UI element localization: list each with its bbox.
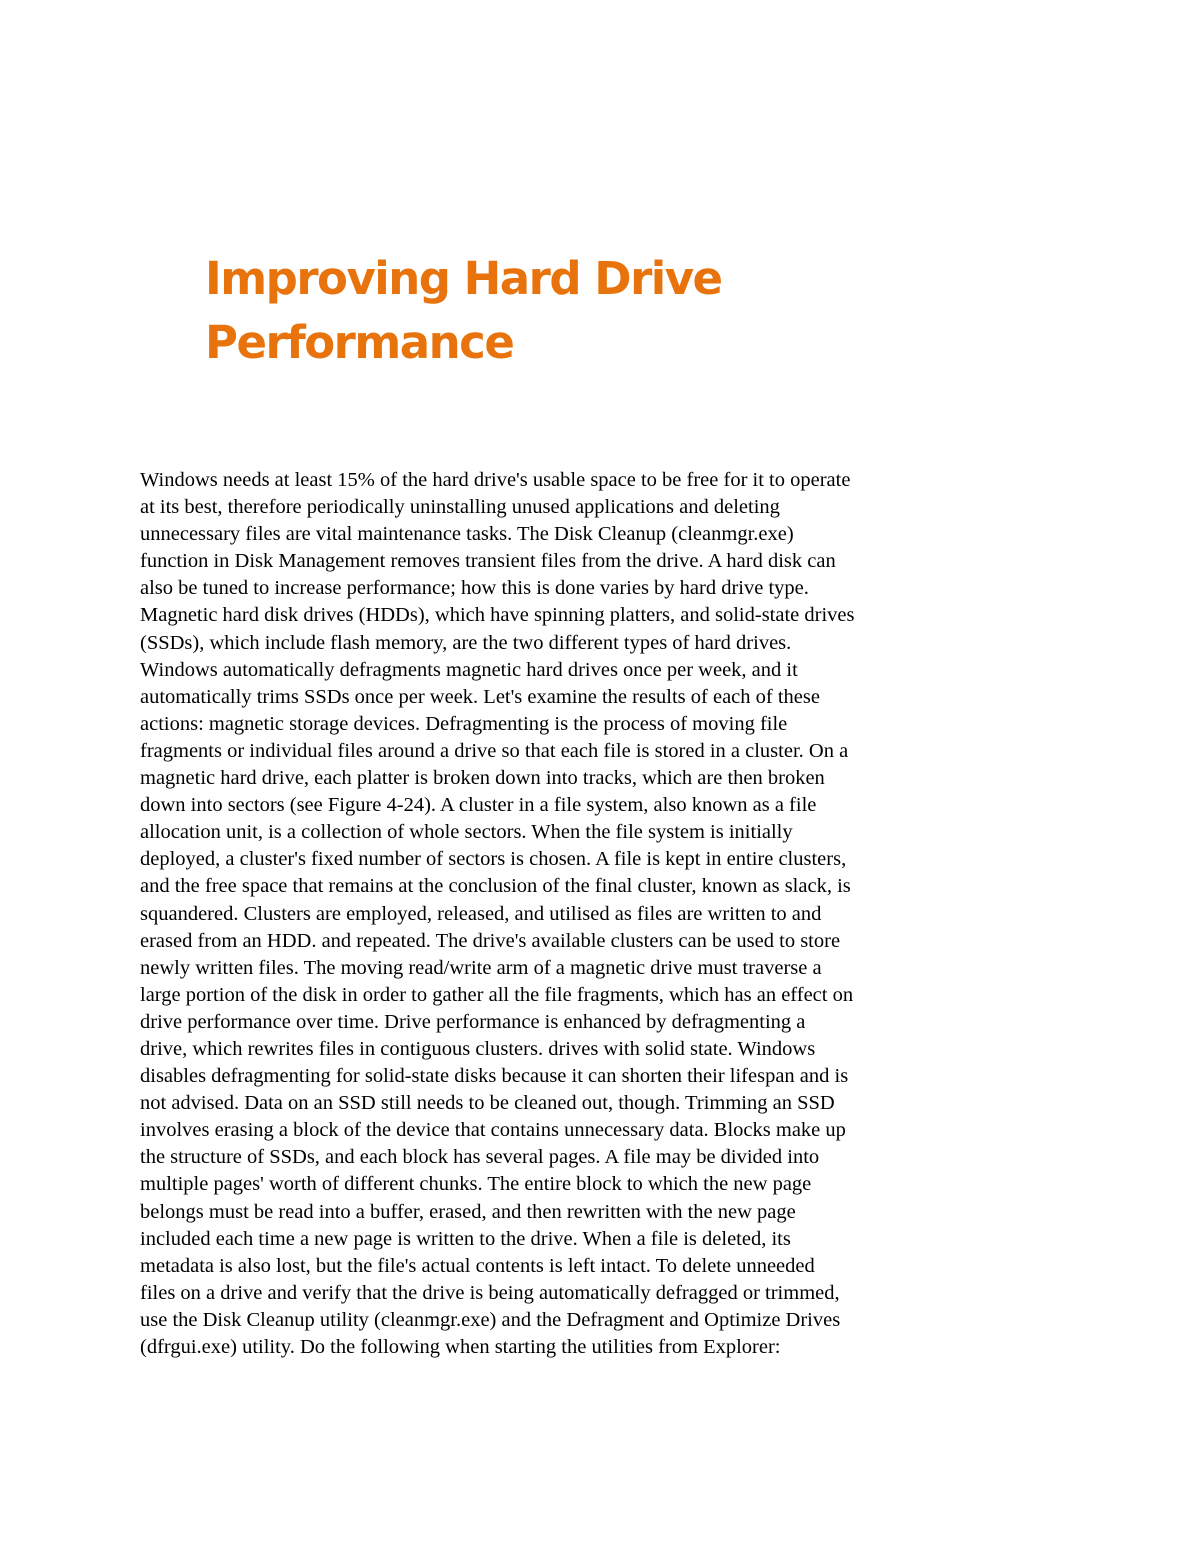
body-line: squandered. Clusters are employed, released, and utilised as files are written to and (140, 902, 822, 925)
body-line: allocation unit, is a collection of whole sectors. When the file system is initially (140, 821, 793, 844)
body-line: Magnetic hard disk drives (HDDs), which have spinning platters, and solid-state drives (140, 604, 855, 627)
body-line: also be tuned to increase performance; how this is done varies by hard drive type. (140, 577, 809, 600)
body-line: large portion of the disk in order to gather all the file fragments, which has an effect on (140, 983, 854, 1006)
body-line: deployed, a cluster's fixed number of sectors is chosen. A file is kept in entire clusters, (140, 848, 847, 871)
body-line: (SSDs), which include flash memory, are the two different types of hard drives. (140, 631, 792, 654)
body-line: erased from an HDD. and repeated. The drive's available clusters can be used to store (140, 929, 841, 952)
body-line: down into sectors (see Figure 4-24). A cluster in a file system, also known as a file (140, 794, 817, 817)
body-line: Windows needs at least 15% of the hard drive's usable space to be free for it to operate (140, 469, 851, 491)
body-line: multiple pages' worth of different chunks. The entire block to which the new page (140, 1173, 812, 1196)
body-line: (dfrgui.exe) utility. Do the following when starting the utilities from Explorer: (140, 1336, 781, 1358)
body-line: metadata is also lost, but the file's actual contents is left intact. To delete unneeded (140, 1254, 815, 1277)
body-line: use the Disk Cleanup utility (cleanmgr.exe) and the Defragment and Optimize Drives (140, 1308, 841, 1331)
page-title (205, 247, 905, 375)
body-line: the structure of SSDs, and each block has several pages. A file may be divided into (140, 1146, 820, 1169)
body-line: actions: magnetic storage devices. Defragmenting is the process of moving file (140, 712, 788, 735)
body-line: included each time a new page is written to the drive. When a file is deleted, its (140, 1227, 791, 1250)
body-line: Windows automatically defragments magnetic hard drives once per week, and it (140, 658, 798, 681)
body-line: unnecessary files are vital maintenance tasks. The Disk Cleanup (cleanmgr.exe) (140, 523, 794, 546)
body-line: function in Disk Management removes transient files from the drive. A hard disk can (140, 550, 836, 573)
body-line: drive performance over time. Drive performance is enhanced by defragmenting a (140, 1010, 806, 1033)
body-line: not advised. Data on an SSD still needs to be cleaned out, though. Trimming an SSD (140, 1092, 835, 1115)
body-line: and the free space that remains at the conclusion of the final cluster, known as slack, is (140, 875, 851, 898)
body-line: files on a drive and verify that the drive is being automatically defragged or trimmed, (140, 1281, 840, 1304)
body-line: newly written files. The moving read/write arm of a magnetic drive must traverse a (140, 956, 822, 979)
body-line: fragments or individual files around a drive so that each file is stored in a cluster. On a (140, 739, 849, 762)
body-line: belongs must be read into a buffer, erased, and then rewritten with the new page (140, 1200, 796, 1223)
body-paragraph (140, 467, 980, 1361)
body-line: automatically trims SSDs once per week. Let's examine the results of each of these (140, 685, 820, 708)
body-line: at its best, therefore periodically uninstalling unused applications and deleting (140, 496, 780, 519)
body-line: magnetic hard drive, each platter is broken down into tracks, which are then broken (140, 767, 825, 790)
title-line: Performance (205, 316, 514, 369)
body-line: drive, which rewrites files in contiguous clusters. drives with solid state. Windows (140, 1037, 816, 1060)
body-line: disables defragmenting for solid-state disks because it can shorten their lifespan and is (140, 1065, 849, 1088)
title-line: Improving Hard Drive (205, 252, 722, 305)
body-line: involves erasing a block of the device that contains unnecessary data. Blocks make up (140, 1119, 846, 1142)
